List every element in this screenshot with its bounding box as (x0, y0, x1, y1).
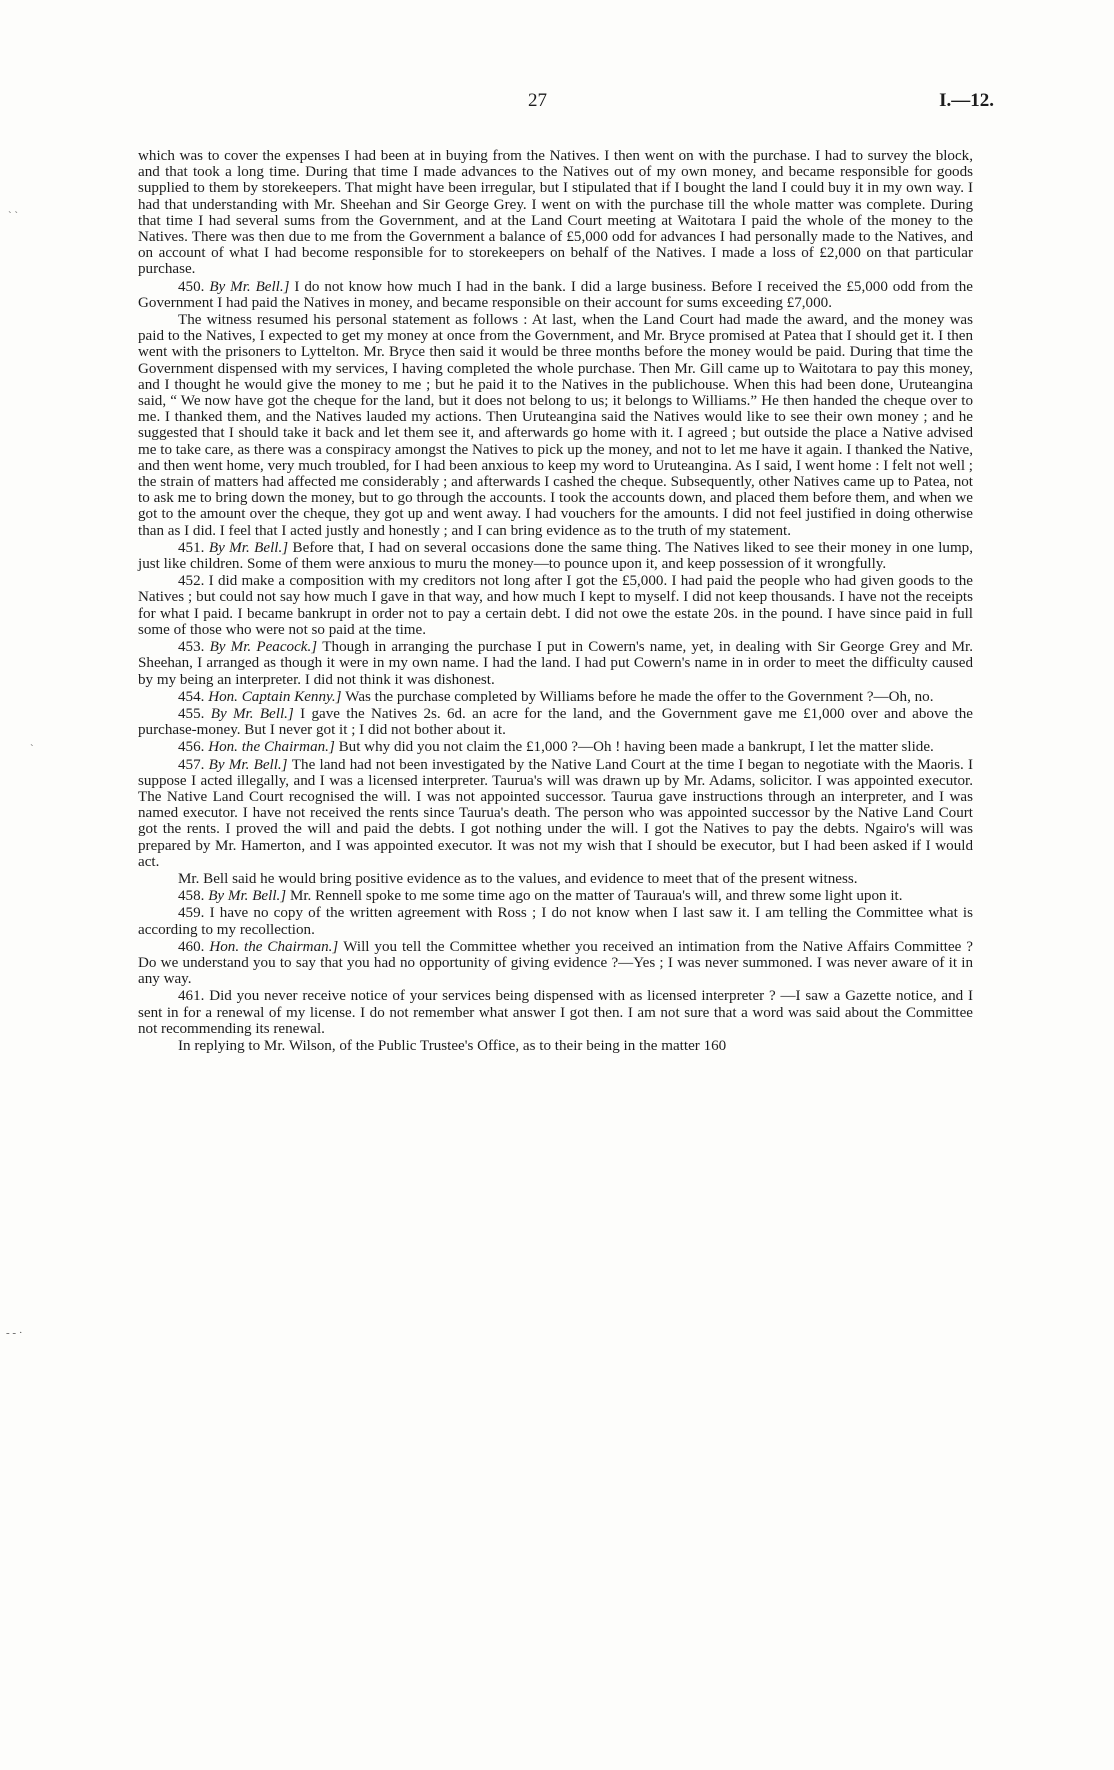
speaker-label: By Mr. Peacock.] (209, 639, 323, 656)
speaker-label: Hon. the Chairman.] (209, 938, 344, 955)
paragraph-p460 (138, 939, 973, 988)
question-number: 451. (178, 539, 209, 556)
paragraph-p459 (138, 905, 973, 937)
question-number: 459. (178, 905, 210, 922)
paragraph-pwilson (138, 1038, 973, 1054)
paragraph-text: But why did you not claim the £1,000 ?—Oh ! having been made a bankrupt, I let the matter slide. (338, 739, 934, 756)
speaker-label: Hon. the Chairman.] (208, 739, 339, 756)
paragraph-pstmt (138, 312, 973, 539)
question-number: 457. (178, 756, 209, 773)
paragraph-p456 (138, 739, 973, 755)
paragraph-text: Mr. Rennell spoke to me some time ago on the matter of Tauraua's will, and threw some light upon it. (289, 888, 903, 905)
question-number: 461. (178, 988, 210, 1005)
paragraph-text: Mr. Bell said he would bring positive evidence as to the values, and evidence to meet that of the present witness. (178, 870, 858, 887)
paragraph-text: The land had not been investigated by the Native Land Court at the time I began to negotiate with the Maoris. I suppose I acted illegally, and I was a licensed interpreter. Taurua's will was drawn up by Mr. Adams, solicitor. I was appointed executor. The Native Land Court recognised the will. I was not appointed successor. Taurua gave instructions through an interpreter, and I was named executor. I have not received the rents since Taurua's death. The person who was appointed successor by the Native Land Court got the rents. I proved the will and paid the debts. I got nothing under the will. I got the Natives to pay the debts. Ngairo's will was prepared by Mr. Hamerton, and I was appointed executor. It was not my wish that I should be executor, but I had been asked if I would act. (138, 756, 974, 870)
paragraph-p451 (138, 540, 973, 572)
paragraph-p461 (138, 988, 973, 1037)
paragraph-p450 (138, 279, 973, 311)
paragraph-text: I gave the Natives 2s. 6d. an acre for the land, and the Government gave me £1,000 over and above the purchase-money. But I never got it ; I did not bother about it. (138, 705, 973, 739)
question-number: 454. (178, 688, 209, 705)
paragraph-pbell (138, 871, 973, 887)
speaker-label: By Mr. Bell.] (208, 888, 290, 905)
question-number: 460. (178, 938, 210, 955)
paragraph-p454 (138, 689, 973, 705)
paragraph-p452 (138, 573, 973, 638)
paragraph-p458 (138, 888, 973, 904)
question-number: 458. (178, 888, 209, 905)
speaker-label: By Mr. Bell.] (209, 278, 295, 295)
margin-mark: - - · (6, 1327, 23, 1339)
paragraph-text: Will you tell the Committee whether you received an intimation from the Native Affairs Committee ? Do we understand you to say that you had no opportunity of giving evidence ?—Yes ; I was never summoned. I was never aware of it in any way. (138, 938, 974, 988)
question-number: 452. (178, 573, 209, 590)
question-number: 456. (178, 739, 209, 756)
paragraph-p453 (138, 639, 973, 688)
paragraph-text: which was to cover the expenses I had been at in buying from the Natives. I then went on with the purchase. I had to survey the block, and that took a long time. During that time I made advances to the Natives out of my own money, and became responsible for goods supplied to them by storekeepers. That might have been irregular, but I stipulated that if I bought the land I could buy it in my own way. I had that understanding with Mr. Sheehan and Sir George Grey. I went on with the purchase till the whole matter was complete. During that time I had several sums from the Government, and at the Land Court meeting at Waitotara I paid the whole of the money to the Natives. There was then due to me from the Government a balance of £5,000 odd for advances I had personally made to the Natives, and on account of what I had become responsible for to storekeepers on behalf of the Natives. I made a loss of £2,000 on that particular purchase. (138, 148, 973, 278)
paragraph-text: I do not know how much I had in the bank. I did a large business. Before I received the £5,000 odd from the Government I had paid the Natives in money, and became responsible on their account for sums exceeding £7,000. (138, 278, 973, 311)
paragraph-text: In replying to Mr. Wilson, of the Public Trustee's Office, as to their being in the matter 160 (178, 1037, 727, 1054)
paragraph-p0 (138, 148, 973, 278)
paragraph-text: Before that, I had on several occasions done the same thing. The Natives liked to see their money in one lump, just like children. Some of them were anxious to muru the money—to pounce upon it, and keep possession of it wrongfully. (138, 539, 974, 573)
speaker-label: By Mr. Bell.] (210, 705, 301, 722)
paragraph-p455 (138, 706, 973, 738)
paper-reference: I.—12. (939, 90, 994, 111)
paragraph-text: Did you never receive notice of your services being dispensed with as licensed interpreter ? —I saw a Gazette notice, and I sent in for a renewal of my license. I do not remember what answer I got then. I am not sure that a word was said about the Committee not recommending its renewal. (138, 988, 973, 1037)
paragraph-text: Though in arranging the purchase I put in Cowern's name, yet, in dealing with Sir George Grey and Mr. Sheehan, I arranged as though it were in my own name. I had the land. I had put Cowern's name in in order to meet the difficulty caused by my being an interpreter. I did not think it was dishonest. (138, 639, 974, 688)
paragraph-p457 (138, 757, 973, 870)
paragraph-text: I did make a composition with my creditors not long after I got the £5,000. I had paid the people who had given goods to the Natives ; but could not say how much I gave in that way, and how much I kept to myself. I did not keep thousands. I have not the receipts for what I paid. I became bankrupt in order not to pay a certain debt. I did not owe the estate 20s. in the pound. I have since paid in full some of those who were not so paid at the time. (138, 573, 974, 638)
speaker-label: By Mr. Bell.] (208, 756, 292, 773)
margin-mark: ` (30, 743, 34, 755)
paragraph-text: The witness resumed his personal statement as follows : At last, when the Land Court had made the award, and the money was paid to the Natives, I expected to get my money at once from the Government, and Mr. Bryce promised at Patea that I should get it. I then went with the prisoners to Lyttelton. Mr. Bryce then said it would be three months before the money would be paid. During that time the Government dispensed with my services, I having completed the whole purchase. Then Mr. Gill came up to Waitotara to pay this money, and I thought he would give the money to me ; but he paid it to the Natives in the publichouse. When this had been done, Uruteangina said, “ We now have got the cheque for the land, but it does not belong to us; it belongs to Williams.” He then handed the cheque over to me. I thanked them, and the Natives lauded my actions. Then Uruteangina said the Natives would like to see their own money ; and he suggested that I should take it back and let them see it, and afterwards go home with it. I agreed ; but outside the place a Native advised me to take care, as there was a conspiracy amongst the Natives to pick up the money, and not to let me have it again. I thanked the Native, and then went home, very much troubled, for I had been anxious to keep my word to Uruteangina. As I said, I went home : I felt not well ; the strain of matters had affected me considerably ; and afterwards I cashed the cheque. Subsequently, other Natives came up to Patea, not to ask me to bring down the money, but to go through the accounts. I took the accounts down, and placed them before them, and when we got to the amount over the cheque, they got up and went away. I had vouchers for the amounts. I did not feel justified in doing otherwise than as I did. I feel that I acted justly and honestly ; and I can bring evidence as to the truth of my statement. (138, 312, 973, 539)
question-number: 450. (178, 278, 210, 295)
speaker-label: Hon. Captain Kenny.] (208, 688, 346, 705)
margin-mark: ` ` (8, 210, 19, 222)
paragraph-text: I have no copy of the written agreement with Ross ; I do not know when I last saw it. I am telling the Committee what is according to my recollection. (138, 905, 973, 938)
body-text (138, 148, 973, 1055)
question-number: 453. (178, 639, 210, 656)
paragraph-text: Was the purchase completed by Williams before he made the offer to the Government ?—Oh, no. (345, 688, 934, 705)
page-number: 27 (528, 90, 547, 111)
speaker-label: By Mr. Bell.] (208, 539, 293, 556)
page-header (0, 90, 1114, 120)
question-number: 455. (178, 705, 211, 722)
